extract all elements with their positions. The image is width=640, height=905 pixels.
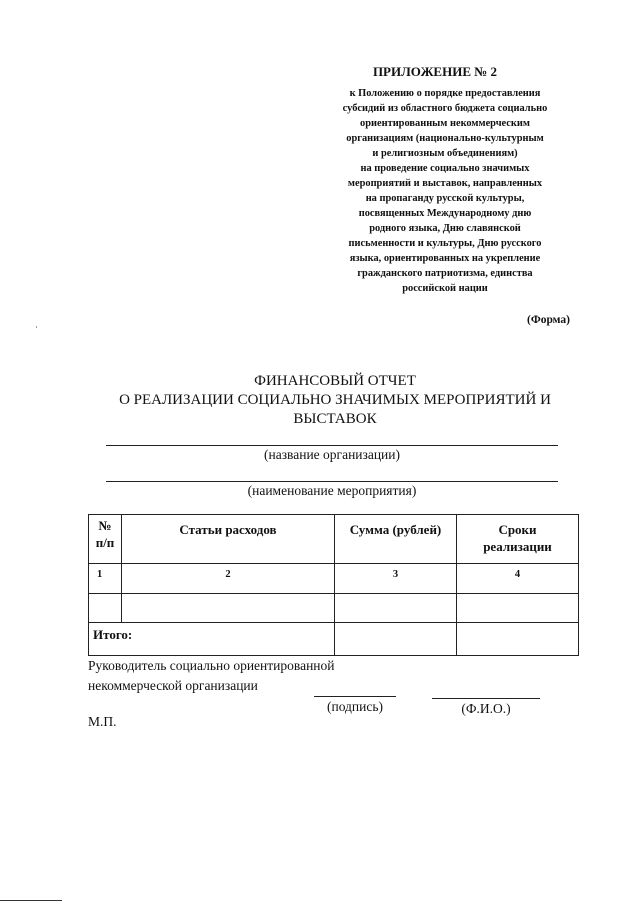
appendix-line: письменности и культуры, Дню русского (348, 238, 542, 249)
header-terms-line2: реализации (483, 539, 552, 554)
form-label: (Форма) (526, 314, 570, 326)
appendix-description (300, 86, 590, 296)
appendix-line: субсидий из областного бюджета социально (342, 103, 548, 114)
total-amount-cell[interactable] (335, 623, 457, 656)
director-title-line: некоммерческой организации (88, 678, 258, 693)
scan-mark (36, 326, 37, 328)
director-title-line: Руководитель социально ориентированной (88, 658, 335, 673)
signature-line[interactable] (314, 696, 396, 697)
appendix-line: мероприятий и выставок, направленных (347, 178, 543, 189)
appendix-line: родного языка, Дню славянской (369, 223, 521, 234)
header-number (89, 515, 122, 564)
organization-name-line[interactable] (106, 445, 558, 446)
appendix-line: на пропаганду русской культуры, (365, 193, 525, 204)
header-terms-line1: Сроки (498, 522, 537, 537)
appendix-line: организациям (национально-культурным (346, 133, 544, 144)
expense-table (88, 514, 579, 656)
table-total-row (89, 623, 579, 656)
table-cell-expense-item[interactable] (122, 594, 335, 623)
event-name-caption: (наименование мероприятия) (247, 483, 417, 498)
full-name-caption: (Ф.И.О.) (461, 701, 511, 716)
table-cell-terms[interactable] (457, 594, 579, 623)
column-number: 3 (335, 564, 457, 594)
appendix-line: к Положению о порядке предоставления (349, 88, 541, 99)
event-name-line[interactable] (106, 481, 558, 482)
table-cell-amount[interactable] (335, 594, 457, 623)
report-title-line: ВЫСТАВОК (293, 411, 377, 427)
stamp-place: М.П. (88, 714, 117, 729)
table-row (89, 594, 579, 623)
appendix-line: ориентированным некоммерческим (360, 118, 530, 129)
appendix-line: языка, ориентированных на укрепление (349, 253, 541, 264)
report-title (80, 372, 590, 429)
appendix-line: на проведение социально значимых (360, 163, 530, 174)
table-cell-number[interactable] (89, 594, 122, 623)
total-label: Итого: (89, 623, 335, 656)
header-number-sign: № (98, 518, 112, 533)
column-number: 4 (457, 564, 579, 594)
header-terms (457, 515, 579, 564)
column-number: 1 (89, 564, 122, 594)
appendix-line: посвященных Международному дню (358, 208, 532, 219)
footnote-separator (0, 900, 62, 901)
header-expense-items: Статьи расходов (122, 515, 335, 564)
appendix-line: российской нации (402, 283, 488, 294)
full-name-line[interactable] (432, 698, 540, 699)
appendix-title: ПРИЛОЖЕНИЕ № 2 (372, 64, 498, 79)
appendix-line: и религиозным объединениям) (372, 148, 518, 159)
signature-caption: (подпись) (326, 699, 384, 714)
column-number-row (89, 564, 579, 594)
column-number: 2 (122, 564, 335, 594)
header-amount: Сумма (рублей) (335, 515, 457, 564)
director-title (88, 656, 335, 696)
header-number-abbr: п/п (95, 535, 115, 550)
report-title-line: О РЕАЛИЗАЦИИ СОЦИАЛЬНО ЗНАЧИМЫХ МЕРОПРИЯТИЙ И (119, 392, 551, 408)
table-header-row (89, 515, 579, 564)
appendix-line: гражданского патриотизма, единства (357, 268, 533, 279)
total-terms-cell[interactable] (457, 623, 579, 656)
report-title-line: ФИНАНСОВЫЙ ОТЧЕТ (254, 373, 416, 389)
organization-name-caption: (название организации) (263, 447, 401, 462)
